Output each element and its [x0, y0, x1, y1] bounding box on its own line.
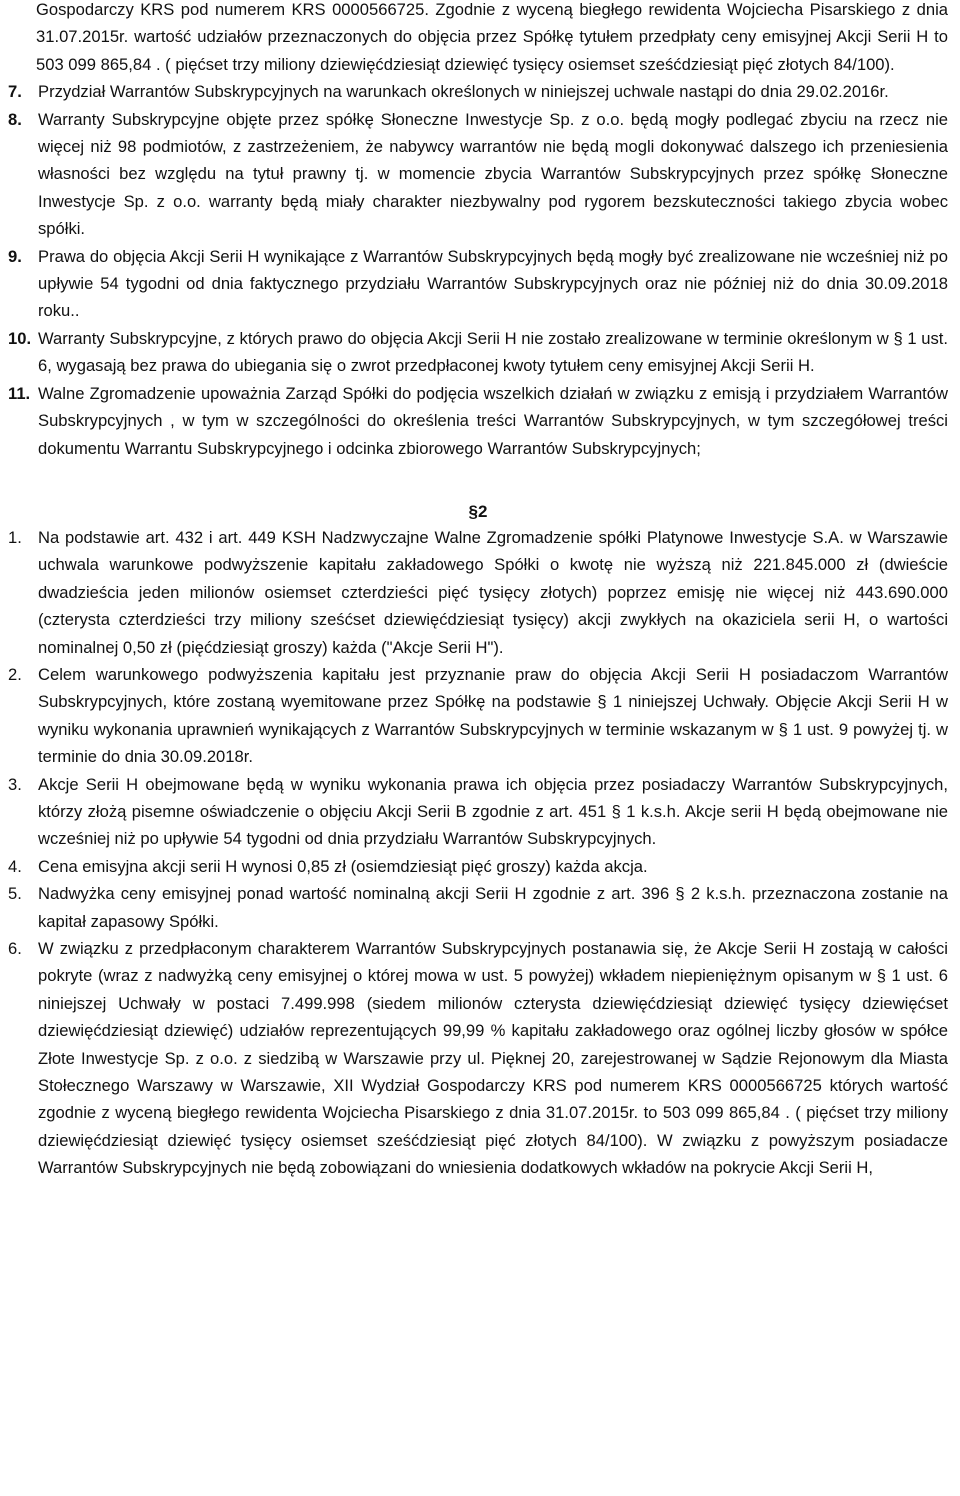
- item-number: 6.: [8, 939, 22, 958]
- list-item: [8, 78, 948, 105]
- item-number: 2.: [8, 664, 22, 684]
- item-number: 3.: [8, 774, 22, 794]
- list-item: [8, 524, 948, 661]
- item-number: 8.: [8, 109, 22, 129]
- item-number: 1.: [8, 527, 22, 547]
- item-number: 9.: [8, 246, 22, 266]
- list-item: [8, 880, 948, 935]
- section-heading: §2: [468, 501, 488, 521]
- list-item: [8, 935, 948, 1182]
- item-number: 5.: [8, 884, 22, 904]
- item-text: Nadwyżka ceny emisyjnej ponad wartość nominalną akcji Serii H zgodnie z art. 396 § 2 k.s.h. przeznaczona zostanie na kapitał zapasowy Spółki.: [38, 884, 948, 931]
- item-text: Walne Zgromadzenie upoważnia Zarząd Spółki do podjęcia wszelkich działań w związku z emisją i przydziałem Warrantów Subskrypcyjnych , w tym w szczególności do określenia treści Warrantów Subskrypcyjnych, w tym szczegółowej treści dokumentu Warrantu Subskrypcyjnego i odcinka zbiorowego Warrantów Subskrypcyjnych;: [38, 383, 948, 458]
- items-list-a: [8, 78, 948, 462]
- item-text: Prawa do objęcia Akcji Serii H wynikające z Warrantów Subskrypcyjnych będą mogły być zrealizowane nie wcześniej niż po upływie 54 tygodni od dnia faktycznego przydziału Warrantów Subskrypcyjnych oraz nie później niż do dnia 30.09.2018 roku..: [38, 246, 948, 321]
- item-number: 7.: [8, 82, 22, 102]
- item-text: Przydział Warrantów Subskrypcyjnych na warunkach określonych w niniejszej uchwale nastąpi do dnia 29.02.2016r.: [38, 82, 889, 102]
- items-list-b: [8, 524, 948, 1182]
- list-item: [8, 380, 948, 462]
- list-item: [8, 771, 948, 853]
- list-item: [8, 853, 948, 880]
- item-text: Warranty Subskrypcyjne objęte przez spółkę Słoneczne Inwestycje Sp. z o.o. będą mogły podlegać zbyciu na rzecz nie więcej niż 98 podmiotów, z zastrzeżeniem, że nabywcy warrantów nie będą mogli dokonywać dalszego ich przeniesienia własności bez względu na tytuł prawny tj. w momencie zbycia Warrantów Subskrypcyjnych przez spółkę Słoneczne Inwestycje Sp. z o.o. warranty będą miały charakter niezbywalny pod rygorem bezskuteczności takiego zbycia wobec spółki.: [38, 109, 948, 239]
- list-item: [8, 325, 948, 380]
- item-text: Cena emisyjna akcji serii H wynosi 0,85 zł (osiemdziesiąt pięć groszy) każda akcja.: [38, 856, 648, 876]
- list-item: [8, 661, 948, 771]
- item-number: 10.: [8, 328, 32, 348]
- item-text: Akcje Serii H obejmowane będą w wyniku wykonania prawa ich objęcia przez posiadaczy Warrantów Subskrypcyjnych, którzy złożą pisemne oświadczenie o objęciu Akcji Serii B zgodnie z art. 451 § 1 k.s.h. Akcje serii H będą obejmowane nie wcześniej niż po upływie 54 tygodni od dnia przydziału Warrantów Subskrypcyjnych.: [38, 774, 948, 849]
- item-number: 4.: [8, 856, 22, 876]
- item-text: W związku z przedpłaconym charakterem Warrantów Subskrypcyjnych postanawia się, że Akcje Serii H zostają w całości pokryte (wraz z nadwyżką ceny emisyjnej o której mowa w ust. 5 powyżej) wkładem niepieniężnym opisanym w § 1 ust. 6 niniejszej Uchwały w postaci 7.499.998 (siedem milionów czterysta dziewięćdziesiąt dziewięć tysięcy dziewięćset dziewięćdziesiąt dziewięć) udziałów reprezentujących 99,99 % kapitału zakładowego oraz ogólnej liczby głosów w spółce Złote Inwestycje Sp. z o.o. z siedzibą w Warszawie przy ul. Pięknej 20, zarejestrowanej w Sądzie Rejonowym dla Miasta Stołecznego Warszawy w Warszawie, XII Wydział Gospodarczy KRS pod numerem KRS 0000566725 których wartość zgodnie z wyceną biegłego rewidenta Wojciecha Pisarskiego z dnia 31.07.2015r. to 503 099 865,84 . ( pięćset trzy miliony dziewięćdziesiąt dziewięć tysięcy osiemset sześćdziesiąt pięć złotych 84/100). W związku z powyższym posiadacze Warrantów Subskrypcyjnych nie będą zobowiązani do wniesienia dodatkowych wkładów na pokrycie Akcji Serii H,: [38, 939, 948, 1178]
- lead-paragraph: Gospodarczy KRS pod numerem KRS 0000566725. Zgodnie z wyceną biegłego rewidenta Wojciecha Pisarskiego z dnia 31.07.2015r. wartość udziałów przeznaczonych do objęcia przez Spółkę tytułem przedpłaty ceny emisyjnej Akcji Serii H to 503 099 865,84 . ( pięćset trzy miliony dziewięćdziesiąt dziewięć tysięcy osiemset sześćdziesiąt pięć złotych 84/100).: [36, 0, 948, 74]
- item-text: Na podstawie art. 432 i art. 449 KSH Nadzwyczajne Walne Zgromadzenie spółki Platynowe Inwestycje S.A. w Warszawie uchwala warunkowe podwyższenie kapitału zakładowego Spółki o kwotę nie wyższą niż 221.845.000 zł (dwieście dwadzieścia jeden milionów osiemset czterdzieści pięć tysięcy złotych) poprzez emisję nie więcej niż 443.690.000 (czterysta czterdzieści trzy miliony sześćset dziewięćdziesiąt tysięcy) akcji zwykłych na okaziciela serii H, o wartości nominalnej 0,50 zł (pięćdziesiąt groszy) każda ("Akcje Serii H").: [38, 527, 948, 657]
- item-number: 11.: [8, 383, 31, 403]
- list-item: [8, 243, 948, 325]
- item-text: Warranty Subskrypcyjne, z których prawo do objęcia Akcji Serii H nie zostało zrealizowane w terminie określonym w § 1 ust. 6, wygasają bez prawa do ubiegania się o zwrot przedpłaconej kwoty tytułem ceny emisyjnej Akcji Serii H.: [38, 328, 948, 376]
- list-item: [8, 106, 948, 243]
- item-text: Celem warunkowego podwyższenia kapitału jest przyznanie praw do objęcia Akcji Serii H posiadaczom Warrantów Subskrypcyjnych, które zostaną wyemitowane przez Spółkę na podstawie § 1 niniejszej Uchwały. Objęcie Akcji Serii H w wyniku wykonania uprawnień wynikających z Warrantów Subskrypcyjnych w terminie wskazanym w § 1 ust. 9 powyżej tj. w terminie do dnia 30.09.2018r.: [38, 664, 948, 767]
